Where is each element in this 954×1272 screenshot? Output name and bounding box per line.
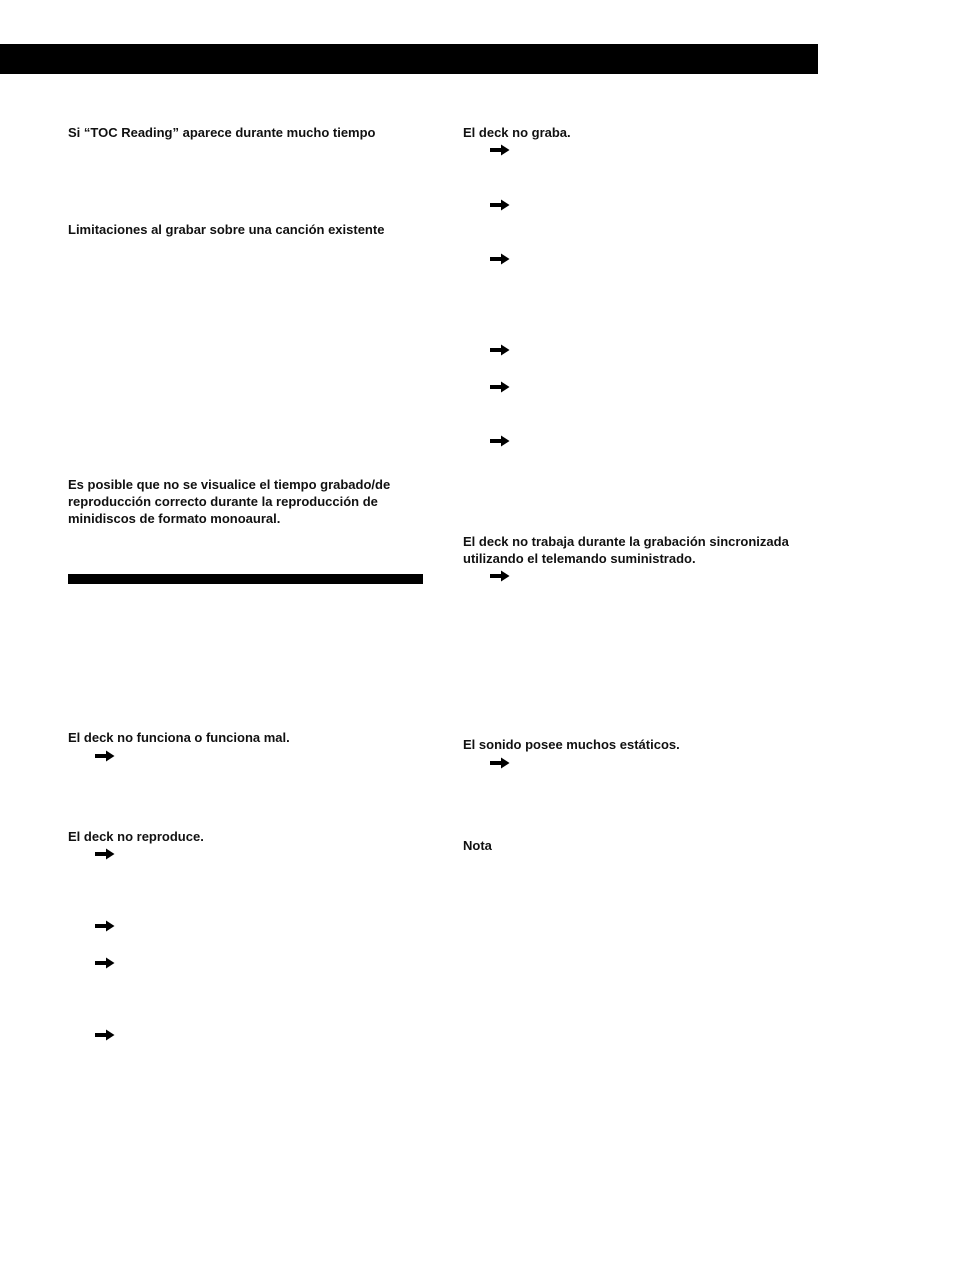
heading-tiempo-line: minidiscos de formato monoaural. <box>68 511 281 526</box>
right-arrow-icon <box>490 757 510 769</box>
right-arrow-icon <box>490 253 510 265</box>
heading-estaticos: El sonido posee muchos estáticos. <box>463 737 680 752</box>
right-arrow-icon <box>490 381 510 393</box>
heading-no-reproduce: El deck no reproduce. <box>68 829 204 844</box>
heading-no-funciona: El deck no funciona o funciona mal. <box>68 730 290 745</box>
right-arrow-icon <box>490 435 510 447</box>
right-arrow-icon <box>490 199 510 211</box>
heading-tiempo-line: reproducción correcto durante la reproducción de <box>68 494 378 509</box>
right-arrow-icon <box>490 144 510 156</box>
heading-tiempo-line: Es posible que no se visualice el tiempo grabado/de <box>68 477 391 492</box>
heading-sincronizada-line: El deck no trabaja durante la grabación sincronizada <box>463 534 789 549</box>
heading-toc-reading: Si “TOC Reading” aparece durante mucho tiempo <box>68 125 376 140</box>
right-arrow-icon <box>95 957 115 969</box>
right-arrow-icon <box>95 750 115 762</box>
section-divider <box>68 574 423 584</box>
heading-limitaciones: Limitaciones al grabar sobre una canción existente <box>68 222 385 237</box>
right-arrow-icon <box>490 570 510 582</box>
header-bar <box>0 44 818 74</box>
right-arrow-icon <box>95 920 115 932</box>
heading-sincronizada-line: utilizando el telemando suministrado. <box>463 551 696 566</box>
right-arrow-icon <box>95 1029 115 1041</box>
heading-no-graba: El deck no graba. <box>463 125 571 140</box>
heading-nota: Nota <box>463 838 492 853</box>
right-arrow-icon <box>490 344 510 356</box>
right-arrow-icon <box>95 848 115 860</box>
